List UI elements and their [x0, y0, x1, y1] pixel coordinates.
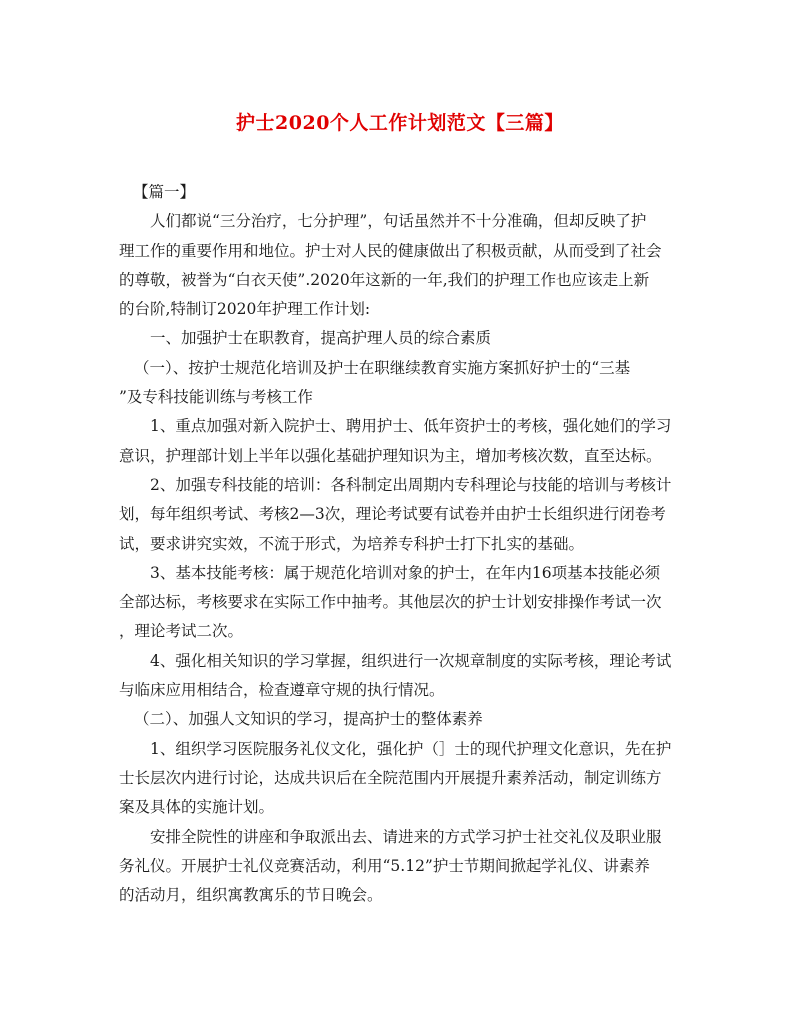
subsection-heading-1: （一）、按护士规范化培训及护士在职继续教育实施方案抓好护士的“三基 [134, 358, 631, 377]
paragraph-line: 人们都说“三分治疗，七分护理”，句话虽然并不十分准确，但却反映了护 [150, 212, 647, 231]
paragraph-line: ，理论考试二次。 [119, 622, 244, 641]
paragraph-line: 意识，护理部计划上半年以强化基础护理知识为主，增加考核次数，直至达标。 [119, 446, 662, 465]
paragraph-line: 试，要求讲究实效，不流于形式，为培养专科护士打下扎实的基础。 [119, 534, 585, 553]
document-body [119, 178, 689, 910]
paragraph-line: 全部达标，考核要求在实际工作中抽考。其他层次的护士计划安排操作考试一次 [119, 593, 662, 612]
document-title: 护士2020个人工作计划范文【三篇】 [236, 112, 564, 134]
paragraph-line: 务礼仪。开展护士礼仪竞赛活动，利用“5.12”护士节期间掀起学礼仪、讲素养 [119, 856, 650, 875]
paragraph-line: 3、基本技能考核：属于规范化培训对象的护士，在年内16项基本技能必须 [150, 563, 661, 582]
paragraph-line: 4、强化相关知识的学习掌握，组织进行一次规章制度的实际考核，理论考试 [150, 651, 672, 670]
paragraph-line: 2、加强专科技能的培训：各科制定出周期内专科理论与技能的培训与考核计 [150, 475, 672, 494]
section-heading-part-one: 【篇一】 [133, 183, 196, 201]
paragraph-line: 划，每年组织考试、考核2—3次，理论考试要有试卷并由护士长组织进行闭卷考 [119, 505, 666, 524]
paragraph-line: 1、组织学习医院服务礼仪文化，强化护（］士的现代护理文化意识，先在护 [150, 739, 672, 758]
subsection-heading-2: （二）、加强人文知识的学习，提高护士的整体素养 [134, 710, 483, 729]
paragraph-line: ”及专科技能训练与考核工作 [119, 388, 313, 407]
paragraph-line: 与临床应用相结合，检查遵章守规的执行情况。 [119, 681, 445, 700]
section-heading-1: 一、加强护士在职教育，提高护理人员的综合素质 [150, 329, 492, 348]
paragraph-line: 案及具体的实施计划。 [119, 798, 275, 817]
paragraph-line: 的台阶,特制订2020年护理工作计划: [119, 300, 371, 319]
paragraph-line: 的尊敬，被誉为“白衣天使”.2020年这新的一年,我们的护理工作也应该走上新 [119, 270, 650, 289]
paragraph-line: 安排全院性的讲座和争取派出去、请进来的方式学习护士社交礼仪及职业服 [150, 827, 662, 846]
paragraph-line: 的活动月，组织寓教寓乐的节日晚会。 [119, 886, 383, 905]
paragraph-line: 理工作的重要作用和地位。护士对人民的健康做出了积极贡献，从而受到了社会 [119, 241, 662, 260]
paragraph-line: 士长层次内进行讨论，达成共识后在全院范围内开展提升素养活动，制定训练方 [119, 768, 662, 787]
paragraph-line: 1、重点加强对新入院护士、聘用护士、低年资护士的考核，强化她们的学习 [150, 417, 672, 436]
